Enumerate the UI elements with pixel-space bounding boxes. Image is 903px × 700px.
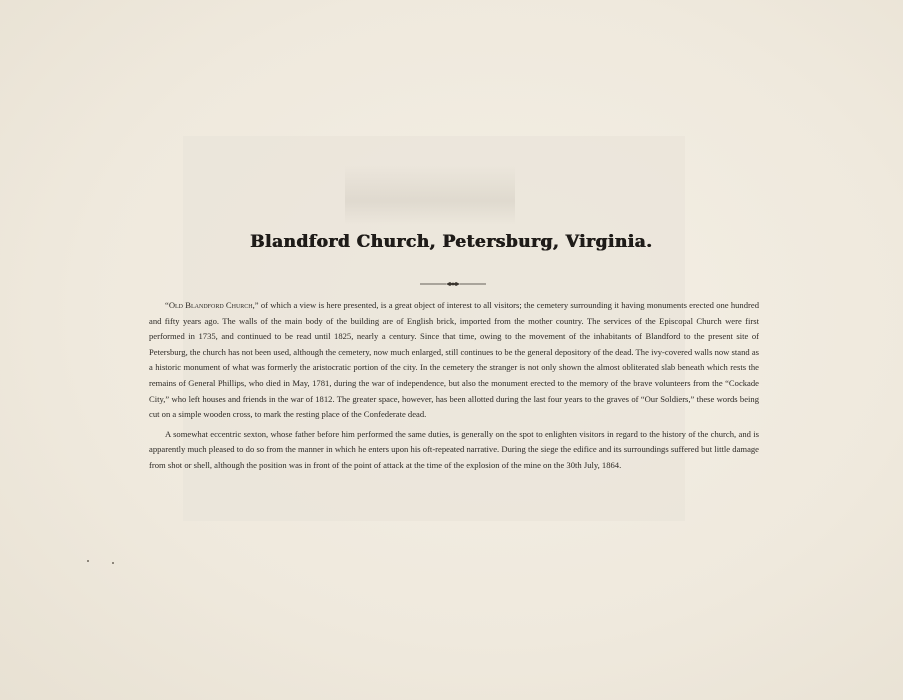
paragraph-2: [149, 427, 759, 474]
faded-plate-shadow: [345, 165, 515, 225]
paper-speck: [87, 560, 89, 562]
paragraph-2-text: A somewhat eccentric sexton, whose father before him performed the same duties, is generally on the spot to enlighten visitors in regard to the history of the church, and is apparently much pleased to do so from the manner in which he enters upon his oft-repeated narrative. During the siege the edifice and its surroundings suffered but little damage from shot or shell, although the position was in front of the point of attack at the time of the explosion of the mine on the 30th July, 1864.: [149, 428, 759, 470]
paragraph-1-text: of which a view is here presented, is a great object of interest to all visitors; the cemetery surrounding it having monuments erected one hundred and fifty years ago. The walls of the main body of the building are of English brick, imported from the mother country. The services of the Episcopal Church were first performed in 1735, and continued to be read until 1825, nearly a century. Since that time, owing to the movement of the inhabitants of Blandford to the present site of Petersburg, the church has not been used, although the cemetery, now much enlarged, still continues to be the general depository of the dead. The ivy-covered walls now stand as a historic monument of what was formerly the aristocratic portion of the city. In the cemetery the stranger is not only shown the almost obliterated slab beneath which rests the remains of General Phillips, who died in May, 1781, during the war of independence, but also the monument erected to the memory of the brave volunteers from the “Cockade City,” who left houses and friends in the war of 1812. The greater space, however, has been allotted during the last four years to the graves of “Our Soldiers,” these words being cut on a simple wooden cross, to mark the resting place of the Confederate dead.: [149, 300, 759, 420]
article-text: [149, 298, 759, 478]
page-title: Blandford Church, Petersburg, Virginia.: [250, 232, 653, 252]
paper-speck: [112, 562, 114, 564]
paragraph-1: [149, 298, 759, 423]
title-ornament-divider: [420, 280, 486, 288]
paragraph-1-lead: “Old Blandford Church,”: [165, 300, 259, 310]
